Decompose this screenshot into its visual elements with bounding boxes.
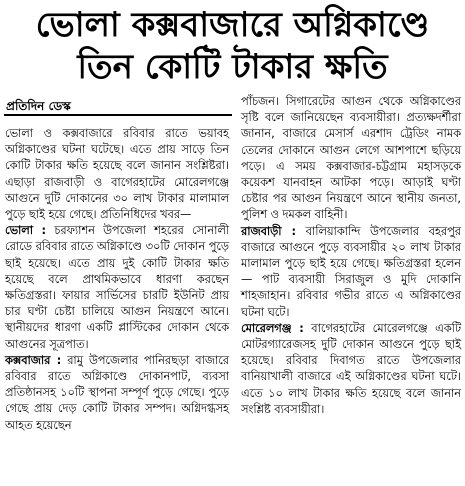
column-right	[241, 94, 461, 418]
paragraph-bhola-text: চরফ্যাশন উপজেলা শহরের সোনালী রোডে রবিবার রাতে অগ্নিকাণ্ডে ৩০টি দোকান পুড়ে ছাই হয়েছে। এতে প্রায় দুই কোটি টাকার ক্ষতি হয়েছে বলে প্রাথমিকভাবে ধারণা করছেন ক্ষতিগ্রস্তরা। ফায়ার সার্ভিসের চারটি ইউনিট প্রায় চার ঘণ্টা চেষ্টা চালিয়ে আগুন নিয়ন্ত্রণে আনে। স্থানীয়দের ধারণা একটি প্লাস্টিকের দোকান থেকে আগুনের সূত্রপাত।	[5, 224, 229, 351]
paragraph-morrelganj	[241, 321, 461, 418]
byline: প্রতিদিন ডেস্ক	[6, 99, 71, 113]
column-left	[5, 126, 229, 434]
dateline-morrelganj: মোরেলগঞ্জ :	[241, 321, 304, 335]
headline-line-2: তিন কোটি টাকার ক্ষতি	[77, 47, 388, 87]
byline-divider	[4, 114, 232, 116]
intro-paragraph: ভোলা ও কক্সবাজারে রবিবার রাতে ভয়াবহ অগ্নিকাণ্ডের ঘটনা ঘটেছে। এতে প্রায় সাড়ে তিন কোটি টাকার ক্ষতি হয়েছে বলে জানান সংশ্লিষ্টরা। এছাড়া রাজবাড়ী ও বাগেরহাটের মোরেলগঞ্জে আগুনে দুটি দোকানের ৩০ লাখ টাকার মালামাল পুড়ে ছাই হয়ে গেছে। প্রতিনিধিদের খবর—	[5, 127, 229, 222]
paragraph-rajbari-text: বালিয়াকান্দি উপজেলার বহরপুর বাজারে আগুনে পুড়ে ব্যবসায়ীর ২০ লাখ টাকার মালামাল পুড়ে ছাই হয়ে গেছে। ক্ষতিগ্রস্তরা হলেন— পাট ব্যবসায়ী সিরাজুল ও মুদি দোকানি শাহজাহান। রবিবার গভীর রাতে এ অগ্নিকাণ্ডের ঘটনা ঘটে।	[241, 224, 461, 319]
paragraph-morrelganj-text: বাগেরহাটের মোরেলগঞ্জে একটি মোটরগ্যারেজসহ দুটি দোকান আগুনে পুড়ে ছাই হয়েছে। রবিবার দিবাগত রাতে উপজেলার বানিয়াখালী বাজারে এই অগ্নিকাণ্ডের ঘটনা ঘটে। এতে ১০ লাখ টাকার ক্ষতি হয়েছে বলে জানান সংশ্লিষ্ট ব্যবসায়ীরা।	[241, 321, 461, 416]
dateline-coxsbazar: কক্সবাজার :	[5, 353, 62, 367]
headline	[0, 4, 465, 88]
paragraph-coxsbazar-text: রামু উপজেলার পানিরছড়া বাজারে রবিবার রাতে অগ্নিকাণ্ডে দোকানপাট, ব্যবসা প্রতিষ্ঠানসহ ১০টি স্থাপনা সম্পূর্ণ পুড়ে গেছে। পুড়ে গেছে প্রায় দেড় কোটি টাকার সম্পদ। অগ্নিদগ্ধসহ আহত হয়েছেন	[5, 353, 229, 432]
paragraph-coxsbazar	[5, 353, 229, 434]
paragraph-rajbari	[241, 224, 461, 321]
dateline-bhola: ভোলা :	[5, 224, 47, 238]
paragraph-coxsbazar-continued: পাঁচজন। সিগারেটের আগুন থেকে অগ্নিকাণ্ডের সৃষ্টি বলে জানিয়েছেন ব্যবসায়ীরা। প্রত্যক্ষদর্শীরা জানান, বাজারে মেসার্স এরশাদ ট্রেডিং নামক তেলের দোকানে আগুন লেগে আশপাশে ছড়িয়ে পড়ে। এ সময় কক্সবাজার-চট্টগ্রাম মহাসড়কে কয়েকশ যানবাহন আটকা পড়ে। আড়াই ঘণ্টা চেষ্টার পর আগুন নিয়ন্ত্রণে আনে স্থানীয় জনতা, পুলিশ ও দমকল বাহিনী।	[241, 95, 461, 222]
dateline-rajbari: রাজবাড়ী :	[241, 224, 296, 238]
paragraph-bhola	[5, 223, 229, 353]
headline-line-1: ভোলা কক্সবাজারে অগ্নিকাণ্ডে	[35, 5, 430, 45]
